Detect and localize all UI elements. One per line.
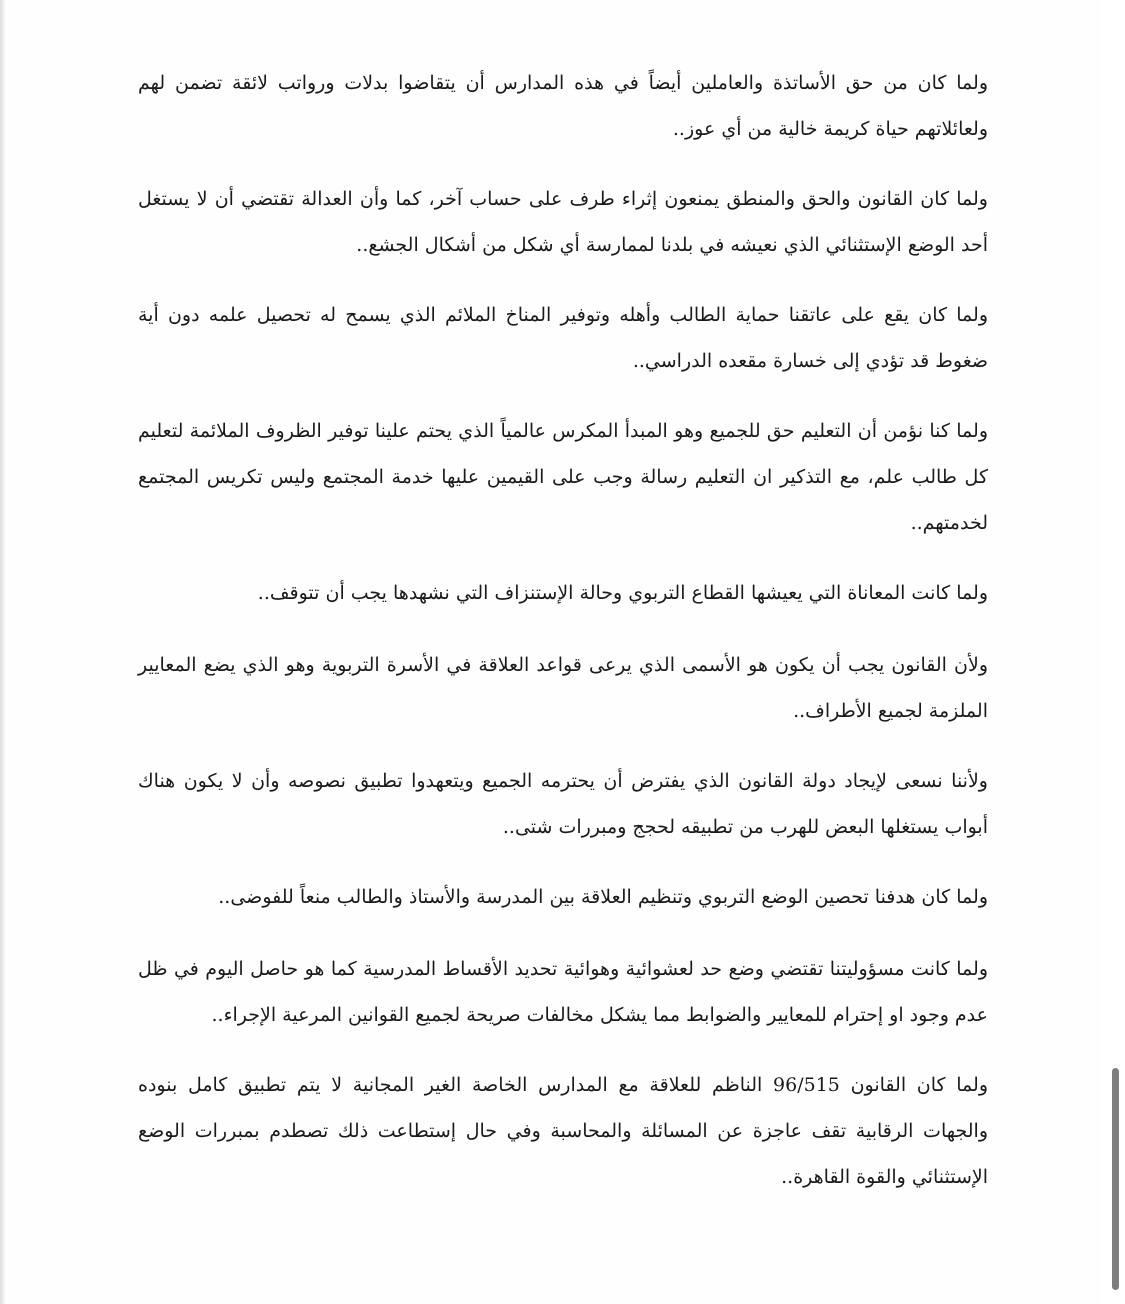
scrollbar-thumb[interactable] xyxy=(1112,1068,1119,1290)
paragraph-5: ولما كانت المعاناة التي يعيشها القطاع التربوي وحالة الإستنزاف التي نشهدها يجب أن تتوقف.. xyxy=(257,582,988,604)
paragraph-2: ولما كان القانون والحق والمنطق يمنعون إثراء طرف على حساب آخر، كما وأن العدالة تقتضي أن لا يستغل أحد الوضع الإستثنائي الذي نعيشه في بلدنا لممارسة أي شكل من أشكال الجشع.. xyxy=(138,188,988,256)
paragraph-7: ولأننا نسعى لإيجاد دولة القانون الذي يفترض أن يحترمه الجميع ويتعهدوا تطبيق نصوصه وأن لا يكون هناك أبواب يستغلها البعض للهرب من تطبيقه لحجج ومبررات شتى.. xyxy=(138,770,988,838)
page-edge-shadow xyxy=(0,0,6,1304)
paragraph-3: ولما كان يقع على عاتقنا حماية الطالب وأهله وتوفير المناخ الملائم الذي يسمح له تحصيل علمه دون أية ضغوط قد تؤدي إلى خسارة مقعده الدراسي.. xyxy=(138,304,988,372)
paragraph-8: ولما كان هدفنا تحصين الوضع التربوي وتنظيم العلاقة بين المدرسة والأستاذ والطالب منعاً للفوضى.. xyxy=(218,886,988,908)
document-body xyxy=(138,60,988,1224)
vertical-scrollbar[interactable] xyxy=(1101,0,1125,1304)
paragraph-1: ولما كان من حق الأساتذة والعاملين أيضاً في هذه المدارس أن يتقاضوا بدلات ورواتب لائقة تضمن لهم ولعائلاتهم حياة كريمة خالية من أي عوز.. xyxy=(138,72,988,140)
paragraph-6: ولأن القانون يجب أن يكون هو الأسمى الذي يرعى قواعد العلاقة في الأسرة التربوية وهو الذي يضع المعايير الملزمة لجميع الأطراف.. xyxy=(138,654,988,722)
paragraph-10: ولما كان القانون 96/515 الناظم للعلاقة مع المدارس الخاصة الغير المجانية لا يتم تطبيق كامل بنوده والجهات الرقابية تقف عاجزة عن المسائلة والمحاسبة وفي حال إستطاعت ذلك تصطدم بمبررات الوضع الإستثنائي والقوة القاهرة.. xyxy=(138,1074,989,1188)
paragraph-4: ولما كنا نؤمن أن التعليم حق للجميع وهو المبدأ المكرس عالمياً الذي يحتم علينا توفير الظروف الملائمة لتعليم كل طالب علم، مع التذكير ان التعليم رسالة وجب على القيمين عليها خدمة المجتمع وليس تكريس المجتمع لخدمتهم.. xyxy=(138,420,988,534)
paragraph-9: ولما كانت مسؤوليتنا تقتضي وضع حد لعشوائية وهوائية تحديد الأقساط المدرسية كما هو حاصل اليوم في ظل عدم وجود او إحترام للمعايير والضوابط مما يشكل مخالفات صريحة لجميع القوانين المرعية الإجراء.. xyxy=(138,958,988,1026)
